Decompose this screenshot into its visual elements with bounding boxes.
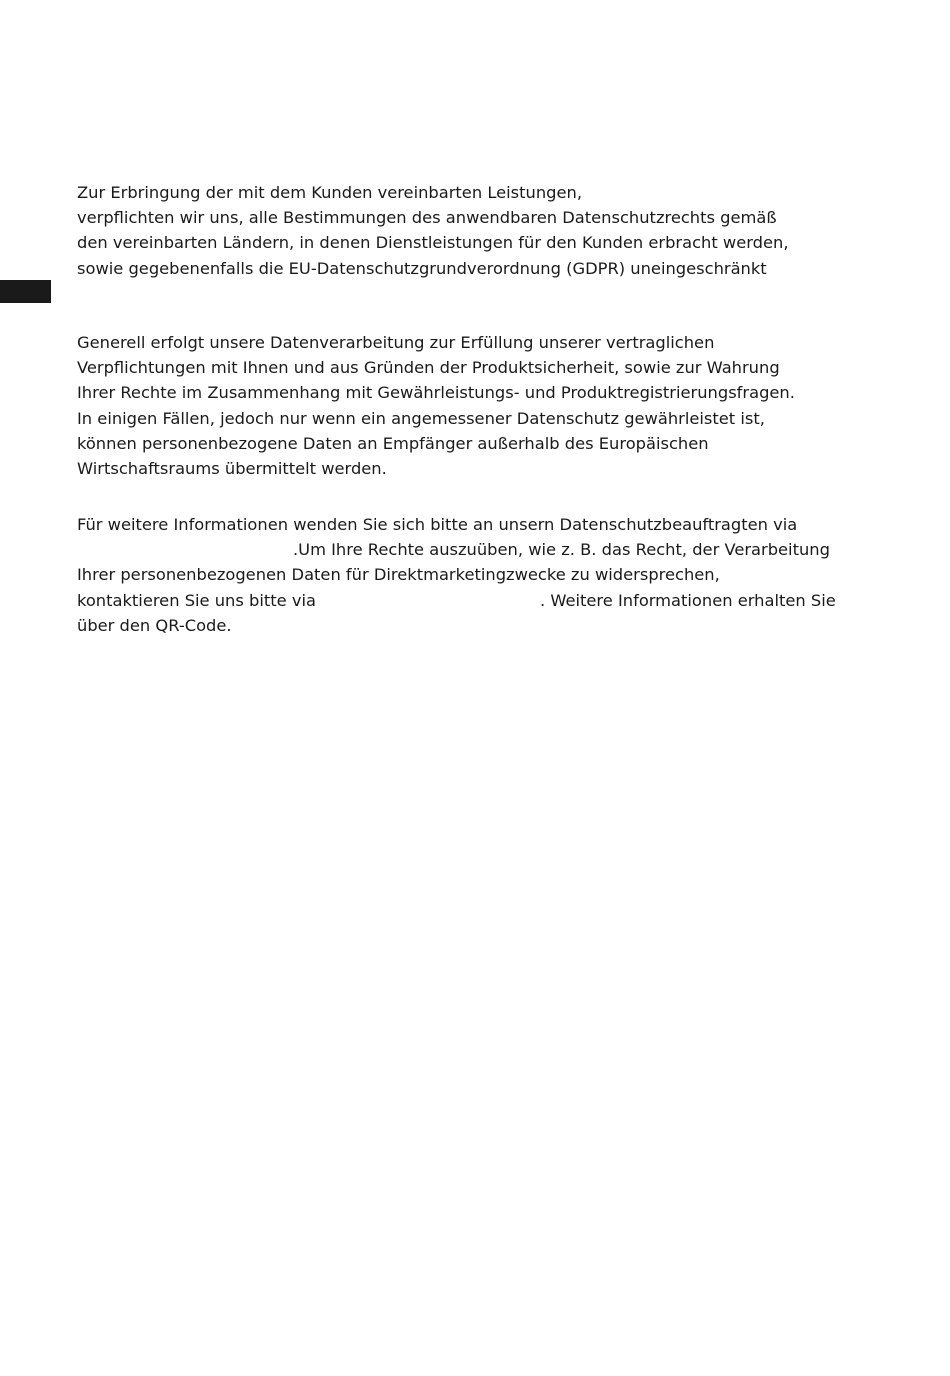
text-line: den vereinbarten Ländern, in denen Dienstleistungen für den Kunden erbracht werden, — [77, 233, 789, 253]
text-line: können personenbezogene Daten an Empfänger außerhalb des Europäischen — [77, 433, 709, 453]
text-line: Zur Erbringung der mit dem Kunden vereinbarten Leistungen, — [77, 183, 582, 202]
text-line: sowie gegebenenfalls die EU-Datenschutzgrundverordnung (GDPR) uneingeschränkt — [77, 258, 767, 278]
text-segment: . Weitere Informationen erhalten Sie — [540, 590, 836, 610]
text-segment: .Um Ihre Rechte auszuüben, wie z. B. das Recht, der Verarbeitung — [293, 540, 830, 560]
paragraph-data-processing — [77, 330, 795, 481]
text-line: Ihrer Rechte im Zusammenhang mit Gewährleistungs- und Produktregistrierungsfragen. — [77, 383, 795, 403]
paragraph-service-obligations — [77, 180, 789, 281]
text-line: In einigen Fällen, jedoch nur wenn ein angemessener Datenschutz gewährleistet ist, — [77, 408, 765, 428]
text-line: Verpflichtungen mit Ihnen und aus Gründen der Produktsicherheit, sowie zur Wahrung — [77, 358, 780, 378]
language-tab-marker — [0, 280, 51, 303]
text-line — [77, 588, 836, 613]
text-line: Für weitere Informationen wenden Sie sich bitte an unsern Datenschutzbeauftragten via — [77, 515, 798, 534]
text-line: Ihrer personenbezogenen Daten für Direktmarketingzwecke zu widersprechen, — [77, 565, 720, 585]
text-line: Generell erfolgt unsere Datenverarbeitung zur Erfüllung unserer vertraglichen — [77, 333, 715, 352]
text-line: verpflichten wir uns, alle Bestimmungen des anwendbaren Datenschutzrechts gemäß — [77, 208, 777, 228]
text-line: über den QR-Code. — [77, 615, 232, 635]
text-line — [77, 537, 836, 562]
paragraph-contact-information — [77, 512, 836, 638]
text-line: Wirtschaftsraums übermittelt werden. — [77, 458, 387, 478]
text-segment: kontaktieren Sie uns bitte via — [77, 590, 316, 610]
